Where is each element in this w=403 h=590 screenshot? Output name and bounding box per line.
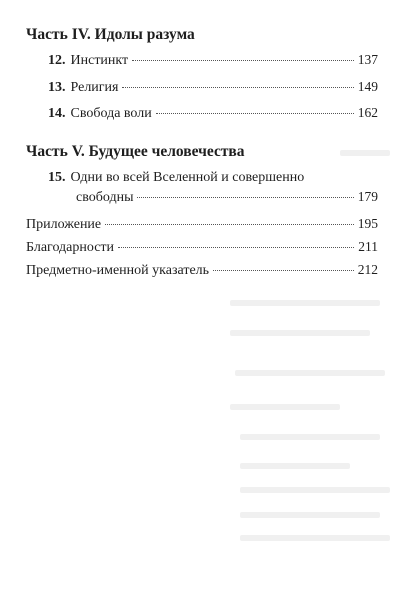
entry-title: Приложение bbox=[26, 217, 102, 232]
page-number: 212 bbox=[357, 262, 378, 277]
chapter-number: 12. bbox=[48, 53, 66, 68]
dot-leader bbox=[156, 113, 354, 114]
dot-leader bbox=[132, 60, 354, 61]
toc-entry-14[interactable] bbox=[48, 104, 378, 123]
page-number: 211 bbox=[358, 239, 378, 254]
dot-leader bbox=[213, 270, 354, 271]
toc-entry-index[interactable] bbox=[26, 261, 378, 280]
entry-title: Предметно-именной указатель bbox=[26, 263, 210, 278]
entry-title: Благодарности bbox=[26, 240, 115, 255]
chapter-number: 14. bbox=[48, 106, 66, 121]
dot-leader bbox=[137, 197, 353, 198]
page-number: 137 bbox=[357, 52, 378, 67]
chapter-title: Инстинкт bbox=[70, 53, 129, 68]
toc-entry-acknowledgements[interactable] bbox=[26, 238, 378, 257]
dot-leader bbox=[105, 224, 354, 225]
toc-entry-13[interactable] bbox=[48, 78, 378, 97]
chapter-title: Религия bbox=[70, 80, 119, 95]
chapter-title-line-2: свободны bbox=[76, 190, 134, 205]
page-number: 179 bbox=[357, 189, 378, 204]
page-number: 162 bbox=[357, 105, 378, 120]
dot-leader bbox=[118, 247, 354, 248]
chapter-number: 15. bbox=[48, 170, 66, 185]
toc-entry-15[interactable] bbox=[48, 168, 378, 207]
toc-entry-12[interactable] bbox=[48, 51, 378, 70]
toc-entry-appendix[interactable] bbox=[26, 215, 378, 234]
part-5-heading: Часть V. Будущее человечества bbox=[26, 143, 245, 160]
chapter-title: Свобода воли bbox=[70, 106, 152, 121]
chapter-number: 13. bbox=[48, 80, 66, 95]
page-number: 149 bbox=[357, 79, 378, 94]
part-4-heading: Часть IV. Идолы разума bbox=[26, 26, 195, 43]
page-number: 195 bbox=[357, 216, 378, 231]
chapter-title-line-1: Одни во всей Вселенной и совершенно bbox=[70, 170, 305, 185]
dot-leader bbox=[122, 87, 353, 88]
